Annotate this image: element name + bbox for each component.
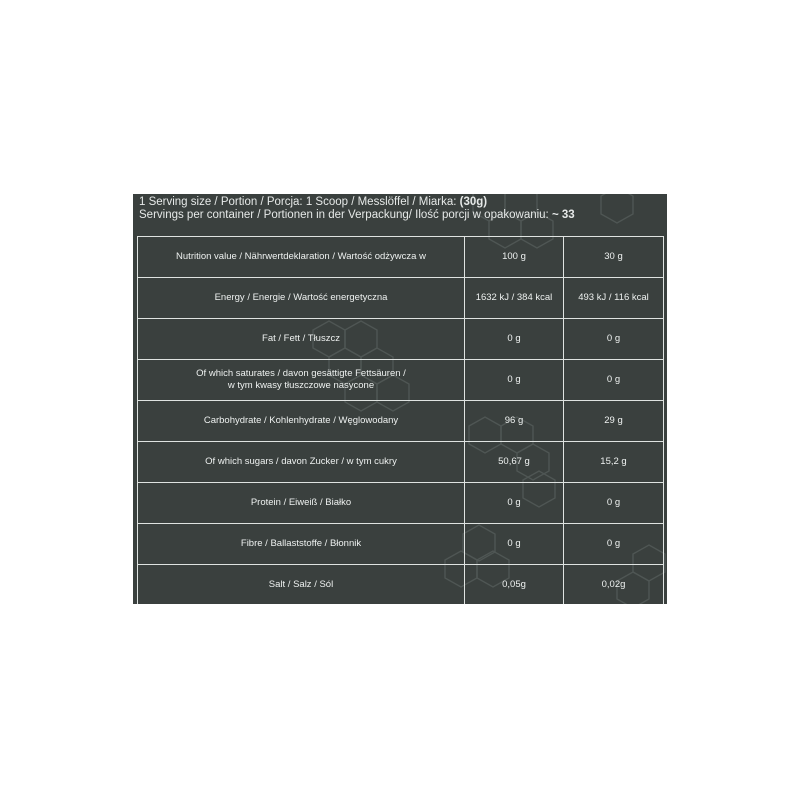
table-row-fibre [138, 524, 664, 565]
row-per-serving: 0,02g [564, 565, 664, 605]
row-name: Fibre / Ballaststoffe / Błonnik [138, 524, 465, 565]
row-name: Salt / Salz / Sól [138, 565, 465, 605]
row-per-100g: 96 g [465, 401, 564, 442]
nutrition-table [137, 236, 664, 604]
row-per-serving: 15,2 g [564, 442, 664, 483]
row-per-serving: 0 g [564, 483, 664, 524]
table-row-saturates [138, 360, 664, 401]
row-per-100g: 0 g [465, 360, 564, 401]
serving-size-line [139, 196, 575, 209]
table-row-carbohydrate [138, 401, 664, 442]
servings-per-container-value: ~ 33 [551, 209, 575, 221]
header-per-100g: 100 g [465, 237, 564, 278]
nutrition-label-panel [133, 194, 667, 604]
row-per-serving: 0 g [564, 319, 664, 360]
table-row-protein [138, 483, 664, 524]
row-per-serving: 0 g [564, 360, 664, 401]
table-row-energy [138, 278, 664, 319]
row-per-serving: 0 g [564, 524, 664, 565]
row-per-100g: 1632 kJ / 384 kcal [465, 278, 564, 319]
row-per-serving: 29 g [564, 401, 664, 442]
row-name-line-1: Of which saturates / davon gesättigte Fettsäuren / [196, 368, 406, 379]
header-per-serving: 30 g [564, 237, 664, 278]
row-name: Carbohydrate / Kohlenhydrate / Węglowodany [138, 401, 465, 442]
row-per-serving: 493 kJ / 116 kcal [564, 278, 664, 319]
servings-per-container-label: Servings per container / Portionen in der Verpackung/ Ilość porcji w opakowaniu: [139, 209, 552, 221]
table-row-sugars [138, 442, 664, 483]
row-name: Of which sugars / davon Zucker / w tym cukry [138, 442, 465, 483]
row-per-100g: 0 g [465, 483, 564, 524]
row-per-100g: 0,05g [465, 565, 564, 605]
servings-per-container-line [139, 209, 575, 222]
row-name: Fat / Fett / Tłuszcz [138, 319, 465, 360]
row-per-100g: 0 g [465, 524, 564, 565]
row-name [138, 360, 465, 401]
table-row-fat [138, 319, 664, 360]
row-name-line-2: w tym kwasy tłuszczowe nasycone [227, 380, 375, 391]
row-name: Protein / Eiweiß / Białko [138, 483, 465, 524]
table-header-row [138, 237, 664, 278]
row-name: Energy / Energie / Wartość energetyczna [138, 278, 465, 319]
header-nutrition-value: Nutrition value / Nährwertdeklaration / Wartość odżywcza w [138, 237, 465, 278]
serving-size-value: (30g) [459, 196, 488, 208]
serving-info [139, 196, 575, 222]
row-per-100g: 50,67 g [465, 442, 564, 483]
serving-size-label: 1 Serving size / Portion / Porcja: 1 Scoop / Messlöffel / Miarka: [139, 196, 460, 208]
row-per-100g: 0 g [465, 319, 564, 360]
table-row-salt [138, 565, 664, 605]
